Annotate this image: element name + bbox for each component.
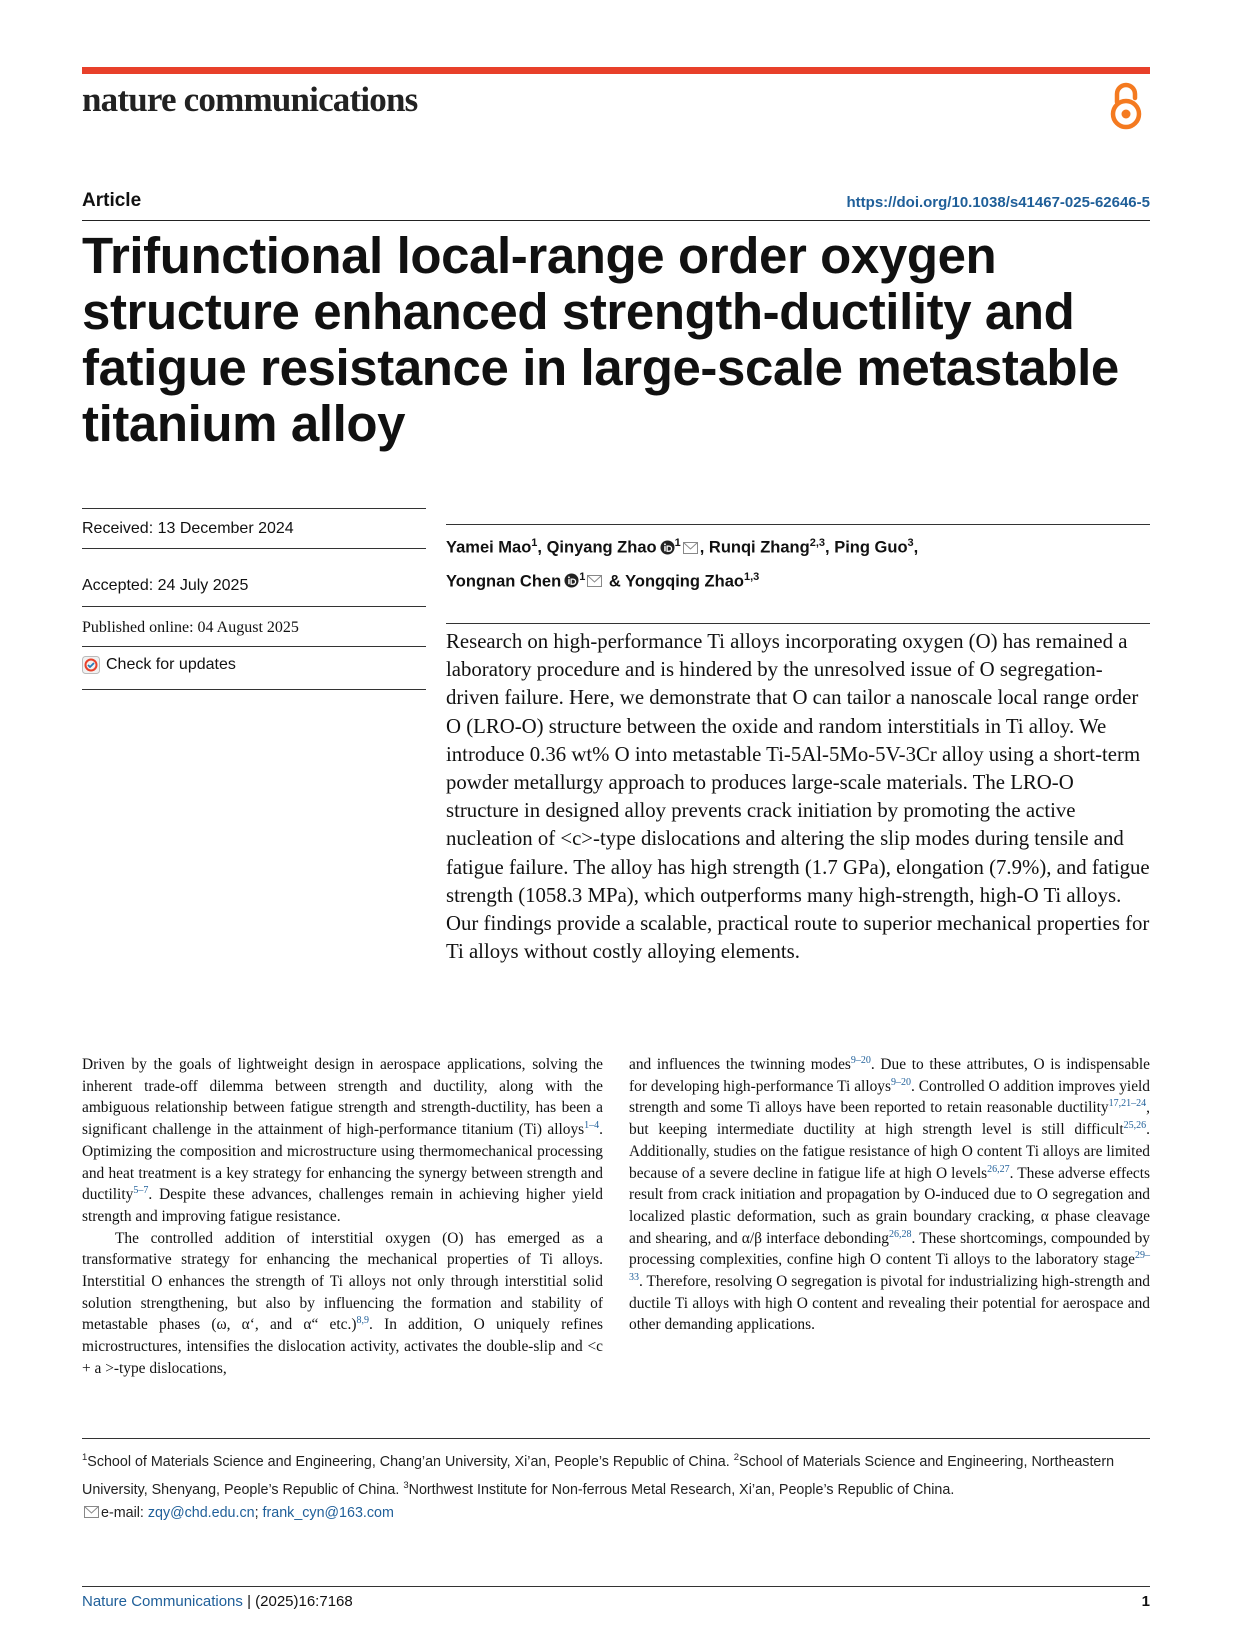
- meta-divider: [82, 508, 426, 509]
- email-label: e-mail:: [101, 1504, 148, 1521]
- meta-divider: [82, 548, 426, 549]
- body-column-right: [629, 1054, 1150, 1336]
- citation-link[interactable]: 9–20: [850, 1054, 871, 1066]
- author-name[interactable]: Runqi Zhang: [708, 538, 810, 557]
- abstract-text: Research on high-performance Ti alloys incorporating oxygen (O) has remained a laboratory procedure and is hindered by the unresolved issue of O segregation-driven failure. Here, we demonstrate that O can tailor a nanoscale local range order O (LRO-O) structure between the oxide and random interstitials in Ti alloy. We introduce 0.36 wt% O into metastable Ti-5Al-5Mo-5V-3Cr alloy using a short-term powder metallurgy approach to produces large-scale materials. The LRO-O structure in designed alloy prevents crack initiation by promoting the active nucleation of <c>-type dislocations and altering the slip modes during tensile and fatigue failure. The alloy has high strength (1.7 GPa), elongation (7.9%), and fatigue strength (1058.3 MPa), which outperforms many high-strength, high-O Ti alloys. Our findings provide a scalable, practical route to superior mechanical properties for Ti alloys without costly alloying elements.: [446, 630, 1150, 964]
- author-name[interactable]: Yamei Mao: [446, 538, 532, 557]
- body-paragraph: The controlled addition of interstitial oxygen (O) has emerged as a transformative strategy for enhancing the mechanical properties of Ti alloys. Interstitial O enhances the strength of Ti alloys not only through interstitial solid solution strengthening, but also by influencing the formation and stability of metastable phases (ω, α‘, and α“ etc.)$^{8,9}$. In addition, O uniquely refines microstructures, intensifies the dislocation activity, activates the double-slip and <c + a >-type dislocations,: [82, 1229, 604, 1377]
- affiliations-divider: [82, 1438, 1150, 1439]
- check-for-updates-button[interactable]: [82, 656, 236, 674]
- author-affiliation-mark: 1: [531, 537, 538, 549]
- author-name[interactable]: Ping Guo: [834, 538, 908, 557]
- article-type: Article: [82, 190, 142, 211]
- author-affiliation-mark: 1,3: [743, 570, 760, 583]
- accepted-date: Accepted: 24 July 2025: [82, 577, 249, 594]
- author-name[interactable]: Yongnan Chen: [446, 572, 562, 590]
- received-date: Received: 13 December 2024: [82, 520, 294, 537]
- page-number: 1: [1141, 1593, 1150, 1610]
- footer-journal-link[interactable]: Nature Communications: [82, 1593, 243, 1610]
- journal-name: nature communications: [82, 80, 418, 119]
- citation-link[interactable]: 5–7: [133, 1185, 149, 1197]
- footer-citation: Nature Communications | (2025)16:7168: [82, 1593, 353, 1610]
- citation-link[interactable]: 26,27: [987, 1163, 1010, 1175]
- author-name[interactable]: Qinyang Zhao: [546, 538, 657, 557]
- citation-link[interactable]: 26,28: [889, 1228, 912, 1240]
- citation-link[interactable]: 1–4: [584, 1119, 600, 1131]
- author-affiliation-mark: 1: [579, 570, 586, 583]
- abstract-divider: [446, 623, 1150, 624]
- check-updates-icon: [82, 656, 100, 674]
- header-accent-bar: [82, 67, 1150, 74]
- email-link[interactable]: zqy@chd.edu.cn: [147, 1504, 255, 1521]
- authors-divider: [446, 524, 1150, 525]
- email-envelope-icon[interactable]: [683, 542, 698, 554]
- open-access-icon[interactable]: [1108, 80, 1144, 132]
- meta-divider: [82, 646, 426, 647]
- email-envelope-icon[interactable]: [587, 575, 602, 587]
- author-affiliation-mark: 2,3: [809, 537, 826, 549]
- footer-divider: [82, 1586, 1150, 1587]
- meta-divider: [82, 606, 426, 607]
- body-paragraph: Driven by the goals of lightweight design in aerospace applications, solving the inherent trade-off dilemma between strength and ductility, along with the ambiguous relationship between fatigue strength and strength-ductility, has been a significant challenge in the attainment of high-performance titanium (Ti) alloys$^{1-4}$. Optimizing the composition and microstructure using thermomechanical processing and heat treatment is a key strategy for enhancing the synergy between strength and ductility$^{5-7}$. Despite these advances, challenges remain in achieving higher yield strength and improving fatigue resistance.: [82, 1056, 603, 1225]
- email-link[interactable]: frank_cyn@163.com: [262, 1504, 394, 1521]
- orcid-icon[interactable]: [660, 540, 675, 555]
- body-column-left: [82, 1054, 603, 1380]
- check-updates-label: Check for updates: [106, 656, 236, 673]
- email-envelope-icon: [84, 1506, 99, 1518]
- body-paragraph: and influences the twinning modes$^{9-20}$. Due to these attributes, O is indispensable for developing high-performance Ti alloys$^{9-20}$. Controlled O addition improves yield strength and some Ti alloys have been reported to retain reasonable ductility$^{17,21-24}$, but keeping intermediate ductility at high strength level is still difficult$^{25,26}$. Additionally, studies on the fatigue resistance of high O content Ti alloys are limited because of a severe decline in fatigue life at high O levels$^{26,27}$. These adverse effects result from crack initiation and propagation by O-induced due to O segregation and localized plastic deformation, such as grain boundary cracking, α phase cleavage and shearing, and α/β interface debonding$^{26,28}$. These shortcomings, compounded by processing complexities, confine high O content Ti alloys to the laboratory stage$^{29-33}$. Therefore, resolving O segregation is pivotal for industrializing high-strength and ductile Ti alloys with high O content and revealing their potential for aerospace and other demanding applications.: [629, 1054, 1150, 1334]
- doi-link[interactable]: https://doi.org/10.1038/s41467-025-62646-5: [846, 194, 1150, 211]
- author-affiliation-mark: 3: [907, 537, 914, 549]
- title-divider: [82, 220, 1150, 221]
- citation-link[interactable]: 8,9: [356, 1315, 369, 1327]
- author-affiliation-mark: 1: [674, 537, 681, 549]
- orcid-icon[interactable]: [564, 573, 579, 588]
- published-date: Published online: 04 August 2025: [82, 619, 299, 636]
- citation-link[interactable]: 17,21–24: [1108, 1098, 1147, 1110]
- citation-link[interactable]: 9–20: [890, 1076, 911, 1088]
- citation-link[interactable]: 25,26: [1123, 1119, 1147, 1131]
- author-name[interactable]: Yongqing Zhao: [625, 572, 744, 590]
- article-title: Trifunctional local-range order oxygen structure enhanced strength-ductility and fatigue resistance in large-scale metastable titanium alloy: [82, 227, 1119, 452]
- citation-link[interactable]: 29–33: [629, 1250, 1150, 1283]
- meta-divider: [82, 689, 426, 690]
- affiliations: $^1$School of Materials Science and Engineering, Chang’an University, Xi’an, People’s Republic of China. $^2$School of Materials Science and Engineering, Northeastern University, Shenyang, People’s Republic of China. $^3$Northwest Institute for Non-ferrous Metal Research, Xi’an, People’s Republic of China. e-mail: zqy@chd.edu.cn; frank_cyn@163.com: [82, 1452, 1115, 1521]
- author-list: Yamei Mao$^1$, Qinyang Zhao $^1$ , Runqi Zhang$^{2,3}$, Ping Guo$^3$, Yongnan Chen $^1$ & Yongqing Zhao$^{1,3}$: [446, 537, 919, 590]
